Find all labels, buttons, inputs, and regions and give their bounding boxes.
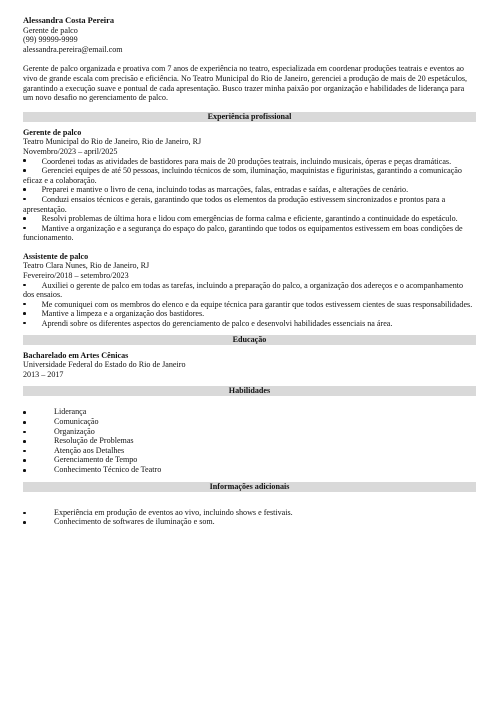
job-bullet [23,300,476,310]
bullet-dot-icon [23,512,26,515]
additional-info-text: Conhecimento de softwares de iluminação e som. [54,517,215,527]
bullet-dot-icon [23,303,26,306]
job-bullet-text: Coordenei todas as atividades de bastidores para mais de 20 produções teatrais, incluindo musicais, óperas e peças dramáticas. [41,156,452,166]
education-school: Universidade Federal do Estado do Rio de Janeiro [23,360,186,370]
skill-label: Organização [54,426,95,436]
experience-heading: Experiência profissional [23,112,476,122]
job-bullet [23,195,476,214]
skill-item [23,436,476,446]
bullet-dot-icon [23,159,26,162]
bullet-dot-icon [23,421,26,424]
education-degree: Bacharelado em Artes Cênicas [23,350,129,360]
bullet-dot-icon [23,312,26,315]
skill-item [23,465,476,475]
bullet-dot-icon [23,411,26,414]
bullet-dot-icon [23,169,26,172]
job-bullet [23,224,476,243]
skill-item [23,446,476,456]
job-company: Teatro Clara Nunes, Rio de Janeiro, RJ [23,261,150,271]
bullet-dot-icon [23,469,26,472]
skill-item [23,417,476,427]
additional-info-item [23,508,476,518]
candidate-role: Gerente de palco [23,25,78,35]
skill-label: Conhecimento Técnico de Teatro [54,464,162,474]
bullet-dot-icon [23,188,26,191]
job-bullet-text: Preparei e mantive o livro de cena, incluindo todas as marcações, falas, entradas e saídas, e alterações de cenário. [41,185,409,195]
job-bullets [23,281,476,329]
job-bullet [23,185,476,195]
job-bullet [23,214,476,224]
skills-heading: Habilidades [23,386,476,396]
job-company: Teatro Municipal do Rio de Janeiro, Rio de Janeiro, RJ [23,137,202,147]
job-bullets [23,157,476,243]
bullet-dot-icon [23,440,26,443]
job-title: Assistente de palco [23,251,89,261]
education-heading: Educação [23,335,476,345]
job-dates: Novembro/2023 – april/2025 [23,146,118,156]
skill-label: Resolução de Problemas [54,436,134,446]
education-entry [23,351,476,380]
skill-label: Liderança [54,407,87,417]
candidate-phone: (99) 99999-9999 [23,35,78,45]
job-bullet-text: Auxiliei o gerente de palco em todas as tarefas, incluindo a preparação do palco, a organização dos adereços e o acompanhamento dos ensaios. [23,280,464,300]
job-entry [23,252,476,329]
job-title: Gerente de palco [23,127,82,137]
skill-item [23,407,476,417]
skills-list [23,407,476,474]
education-dates: 2013 – 2017 [23,369,64,379]
skill-label: Comunicação [54,417,99,426]
job-bullet-text: Gerenciei equipes de até 50 pessoas, incluindo técnicos de som, iluminação, maquinistas e figurinistas, garantindo a comunicação eficaz e a colaboração. [23,166,462,185]
skill-label: Gerenciamento de Tempo [54,455,138,465]
candidate-name: Alessandra Costa Pereira [23,16,115,25]
bullet-dot-icon [23,217,26,220]
job-entry [23,128,476,243]
additional-info-heading: Informações adicionais [23,482,476,492]
job-bullet-text: Resolvi problemas de última hora e lidou com emergências de forma calma e eficiente, garantindo a continuidade do espetáculo. [41,214,458,224]
job-bullet [23,157,476,167]
job-bullet [23,166,476,185]
job-dates: Fevereiro/2018 – setembro/2023 [23,271,129,281]
bullet-dot-icon [23,450,26,453]
skill-item [23,455,476,465]
additional-info-list [23,508,476,527]
bullet-dot-icon [23,198,26,201]
job-bullet-text: Me comuniquei com os membros do elenco e da equipe técnica para garantir que todos estivessem cientes de suas responsabilidades. [41,299,473,309]
skill-item [23,427,476,437]
job-bullet-text: Mantive a limpeza e a organização dos bastidores. [41,309,205,319]
bullet-dot-icon [23,459,26,462]
bullet-dot-icon [23,284,26,287]
job-bullet-text: Conduzi ensaios técnicos e gerais, garantindo que todos os elementos da produção estivessem sincronizados e prontos para a apresentação. [23,194,446,214]
bullet-dot-icon [23,227,26,230]
candidate-email: alessandra.pereira@email.com [23,44,123,54]
skill-label: Atenção aos Detalhes [54,445,125,455]
additional-info-text: Experiência em produção de eventos ao vivo, incluindo shows e festivais. [54,507,293,517]
additional-info-item [23,517,476,527]
bullet-dot-icon [23,521,26,524]
resume-content [23,16,476,527]
bullet-dot-icon [23,322,26,325]
job-bullet [23,281,476,300]
contact-header [23,16,476,54]
job-bullet-text: Aprendi sobre os diferentes aspectos do gerenciamento de palco e desenvolvi habilidades essenciais na área. [41,319,393,329]
bullet-dot-icon [23,431,26,434]
job-bullet [23,309,476,319]
job-bullet-text: Mantive a organização e a segurança do espaço do palco, garantindo que todos os equipamentos estivessem em boas condições de funcionamento. [23,223,463,243]
professional-summary: Gerente de palco organizada e proativa com 7 anos de experiência no teatro, especializada em coordenar produções teatrais e eventos ao vivo de grande escala com precisão e eficiência. No Teatro Municipal do Rio de Janeiro, gerenciei a produção de mais de 20 espetáculos, garantindo a execução suave e pontual de cada apresentação. Busco trazer minha paixão por organização e habilidades de liderança para um novo desafio no gerenciamento de palco. [23,64,468,103]
job-bullet [23,319,476,329]
